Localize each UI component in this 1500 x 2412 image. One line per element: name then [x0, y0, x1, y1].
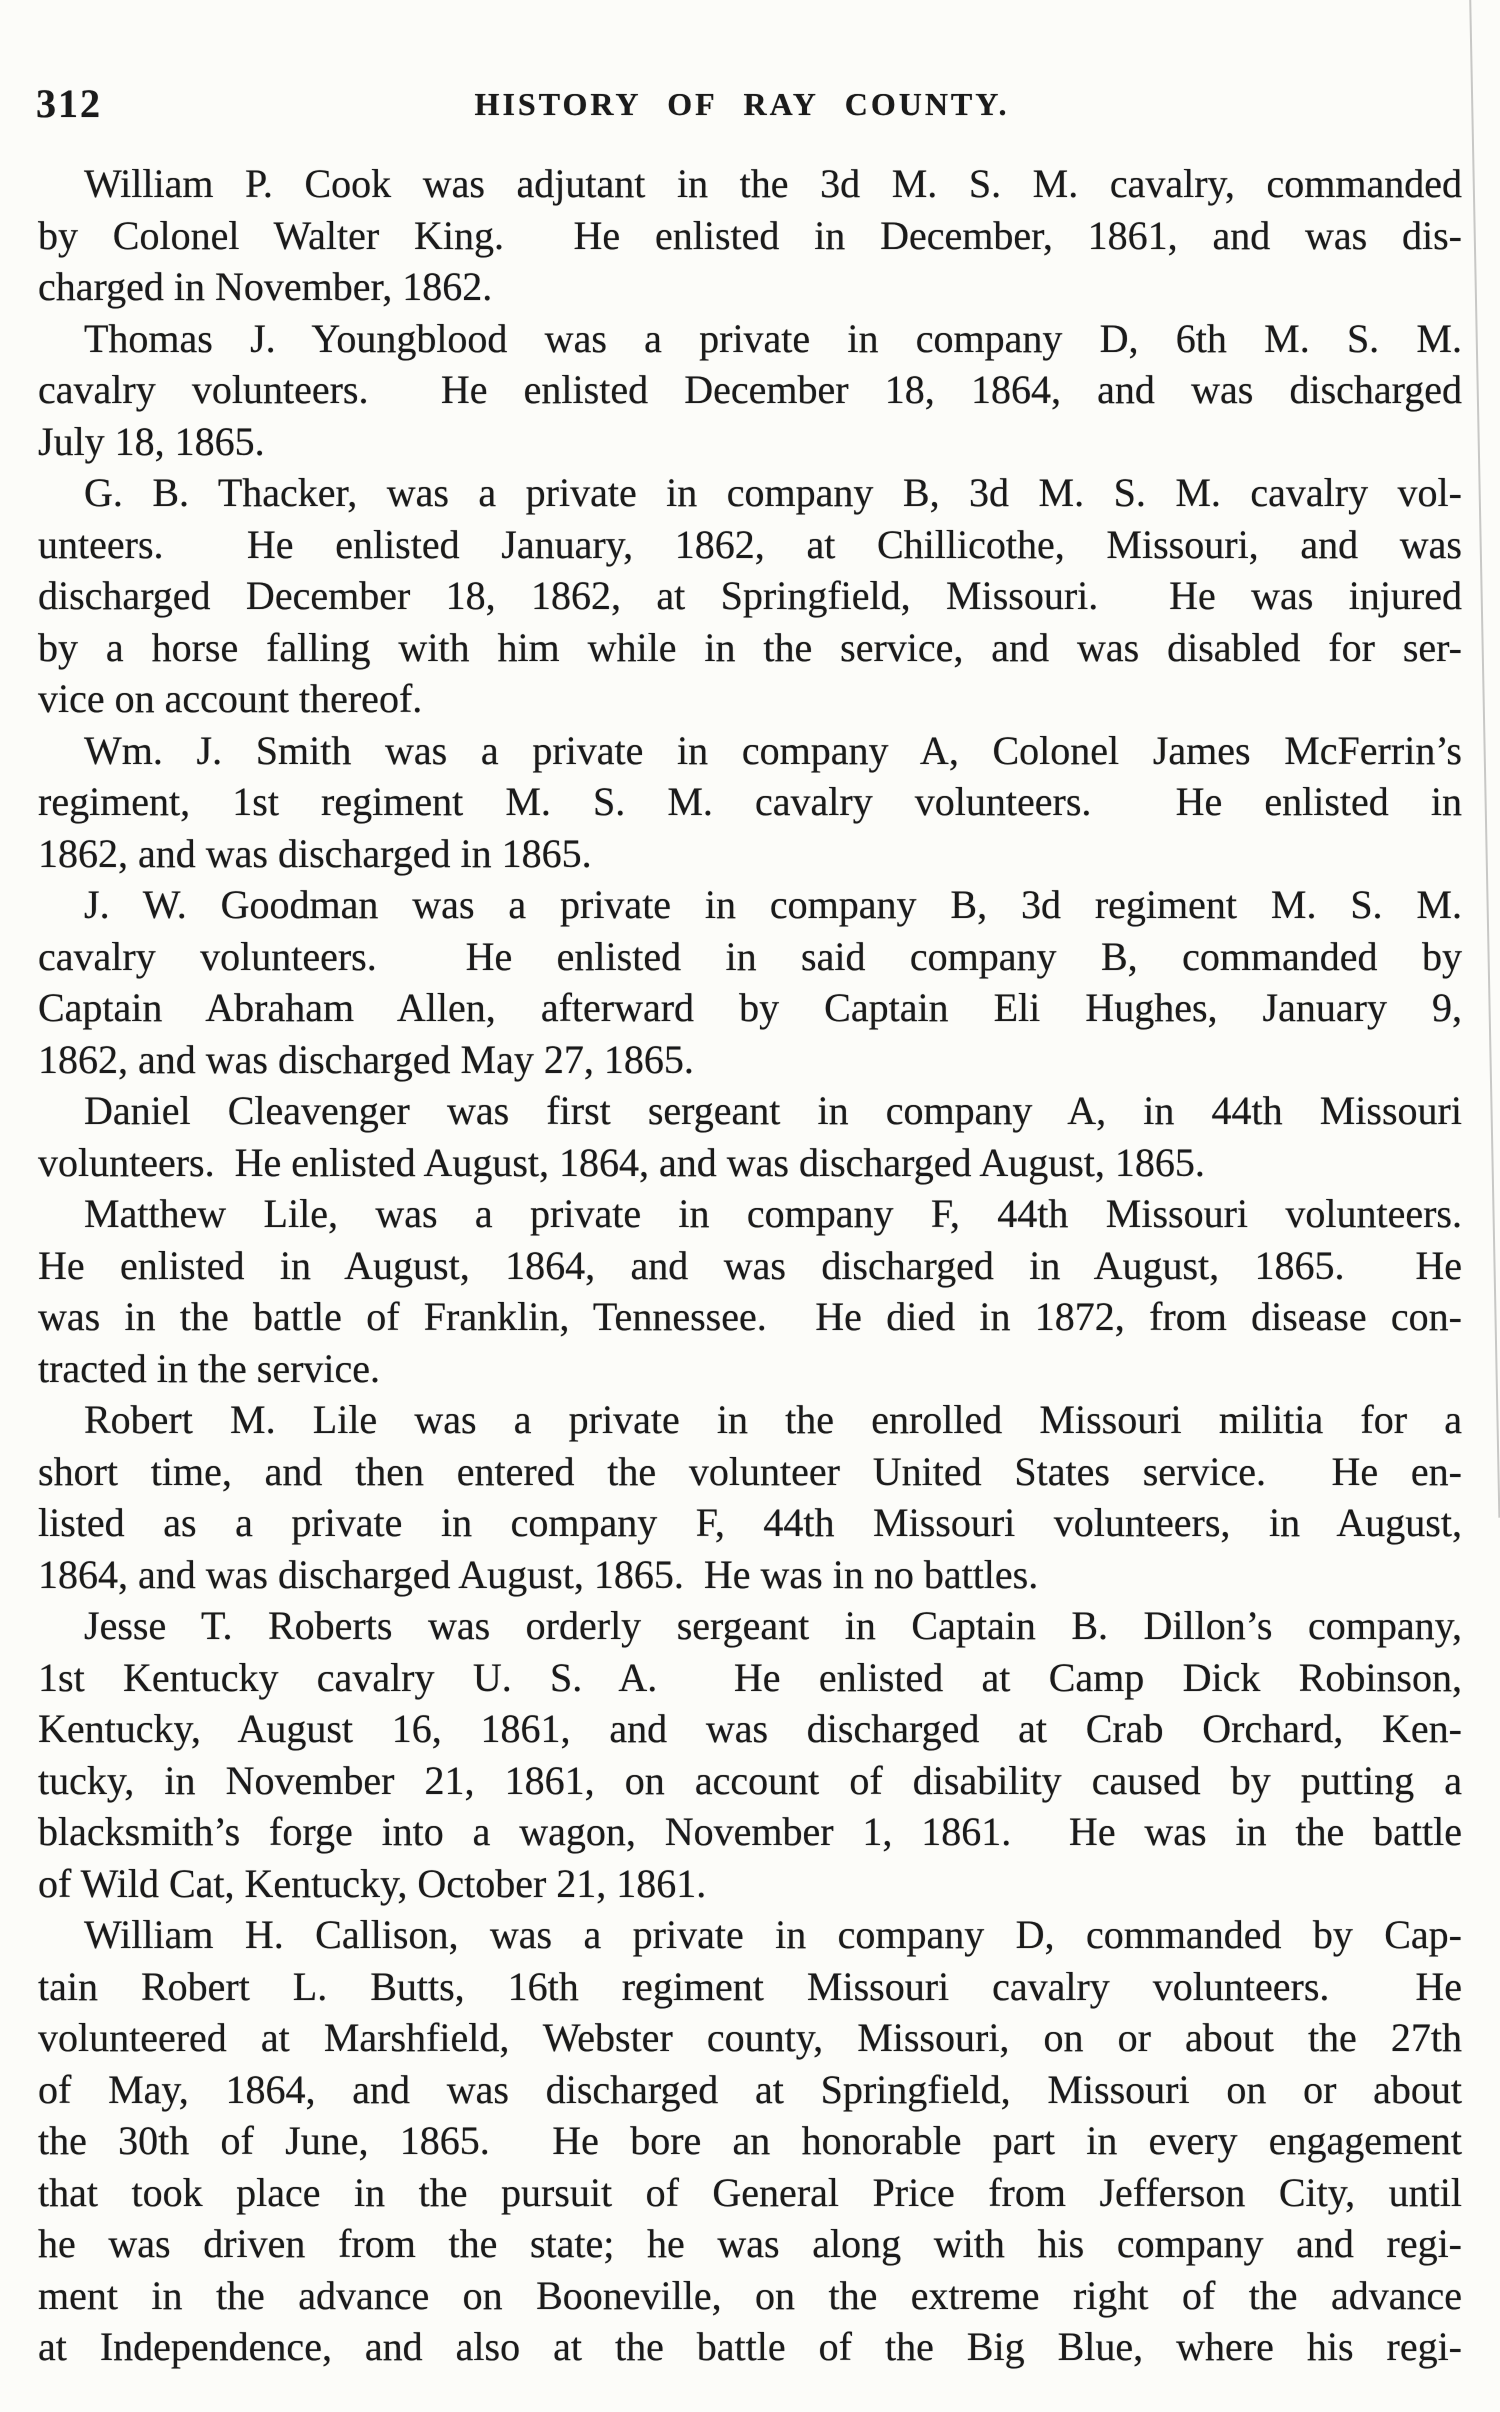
- text-line: by a horse falling with him while in the service, and was disabled for ser-: [38, 624, 1462, 670]
- text-line: he was driven from the state; he was along with his company and regi-: [38, 2221, 1462, 2266]
- text-line: tucky, in November 21, 1861, on account of disability caused by putting a: [38, 1757, 1462, 1803]
- text-line: G. B. Thacker, was a private in company B, 3d M. S. M. cavalry vol-: [84, 470, 1462, 515]
- text-line: discharged December 18, 1862, at Springfield, Missouri. He was injured: [38, 573, 1462, 618]
- text-line: charged in November, 1862.: [38, 264, 493, 309]
- text-line: of May, 1864, and was discharged at Springfield, Missouri on or about: [38, 2066, 1462, 2112]
- text-line: He enlisted in August, 1864, and was discharged in August, 1865. He: [38, 1242, 1462, 1288]
- text-line: vice on account thereof.: [38, 676, 423, 721]
- text-line: William P. Cook was adjutant in the 3d M. S. M. cavalry, commanded: [84, 161, 1462, 206]
- text-line: cavalry volunteers. He enlisted in said company B, commanded by: [38, 933, 1462, 979]
- text-line: was in the battle of Franklin, Tennessee. He died in 1872, from disease con-: [38, 1294, 1462, 1339]
- text-line: J. W. Goodman was a private in company B, 3d regiment M. S. M.: [84, 882, 1462, 927]
- text-line: July 18, 1865.: [38, 418, 265, 464]
- text-line: listed as a private in company F, 44th Missouri volunteers, in August,: [38, 1500, 1462, 1545]
- text-line: 1864, and was discharged August, 1865. He was in no battles.: [38, 1551, 1039, 1597]
- text-line: Jesse T. Roberts was orderly sergeant in Captain B. Dillon’s company,: [84, 1603, 1462, 1648]
- text-line: blacksmith’s forge into a wagon, November 1, 1861. He was in the battle: [38, 1809, 1462, 1854]
- text-line: Captain Abraham Allen, afterward by Captain Eli Hughes, January 9,: [38, 985, 1462, 1030]
- text-line: tain Robert L. Butts, 16th regiment Missouri cavalry volunteers. He: [38, 1963, 1462, 2009]
- running-header: HISTORY OF RAY COUNTY.: [474, 86, 1010, 122]
- text-line: unteers. He enlisted January, 1862, at Chillicothe, Missouri, and was: [38, 521, 1462, 567]
- text-line: Thomas J. Youngblood was a private in company D, 6th M. S. M.: [84, 315, 1462, 361]
- text-line: short time, and then entered the volunteer United States service. He en-: [38, 1448, 1462, 1494]
- text-line: of Wild Cat, Kentucky, October 21, 1861.: [38, 1860, 707, 1906]
- text-line: 1862, and was discharged May 27, 1865.: [38, 1036, 694, 1082]
- page-number: 312: [36, 81, 102, 126]
- text-line: William H. Callison, was a private in company D, commanded by Cap-: [84, 1912, 1462, 1957]
- text-line: Daniel Cleavenger was first sergeant in company A, in 44th Missouri: [84, 1088, 1462, 1133]
- text-line: Matthew Lile, was a private in company F, 44th Missouri volunteers.: [84, 1191, 1462, 1236]
- text-line: Wm. J. Smith was a private in company A, Colonel James McFerrin’s: [84, 727, 1462, 773]
- text-line: regiment, 1st regiment M. S. M. cavalry volunteers. He enlisted in: [38, 779, 1462, 824]
- text-line: by Colonel Walter King. He enlisted in December, 1861, and was dis-: [38, 212, 1462, 258]
- text-line: Robert M. Lile was a private in the enrolled Missouri militia for a: [84, 1397, 1462, 1442]
- scan-edge-line: [1469, 0, 1500, 1518]
- text-line: Kentucky, August 16, 1861, and was discharged at Crab Orchard, Ken-: [38, 1706, 1462, 1751]
- text-line: tracted in the service.: [38, 1345, 381, 1391]
- text-line: volunteered at Marshfield, Webster county, Missouri, on or about the 27th: [38, 2015, 1462, 2060]
- text-line: cavalry volunteers. He enlisted December 18, 1864, and was discharged: [38, 367, 1462, 412]
- page-body: [38, 158, 1462, 2373]
- text-line: volunteers. He enlisted August, 1864, and was discharged August, 1865.: [38, 1139, 1205, 1185]
- text-line: the 30th of June, 1865. He bore an honorable part in every engagement: [38, 2118, 1462, 2163]
- text-line: 1862, and was discharged in 1865.: [38, 830, 592, 876]
- text-line: at Independence, and also at the battle of the Big Blue, where his regi-: [38, 2324, 1462, 2369]
- text-line: 1st Kentucky cavalry U. S. A. He enlisted at Camp Dick Robinson,: [38, 1654, 1462, 1700]
- text-line: ment in the advance on Booneville, on the extreme right of the advance: [38, 2272, 1462, 2318]
- text-line: that took place in the pursuit of General Price from Jefferson City, until: [38, 2169, 1462, 2215]
